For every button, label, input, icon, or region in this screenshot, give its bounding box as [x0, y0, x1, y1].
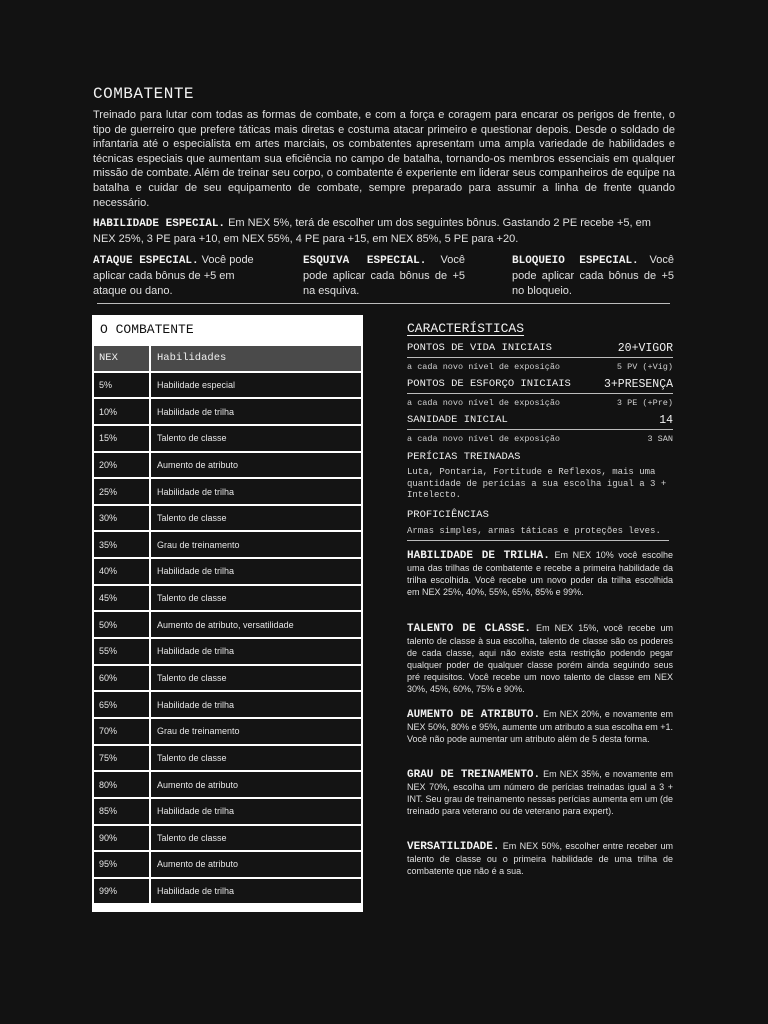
feature-text: Em NEX 35%, e novamente em NEX 70%, escolha um número de perícias treinadas igual a 3 + INT. Seu grau de treinamento nessas perícias aumenta em um (de treinado para veterano ou de veterano para expert).: [407, 769, 673, 816]
feature-training-degree: [407, 768, 673, 817]
stat-sub-label: a cada novo nível de exposição: [407, 434, 561, 444]
table-header-abilities: Habilidades: [151, 346, 361, 371]
stat-value: 3+PRESENÇA: [603, 378, 673, 391]
feature-label: GRAU DE TREINAMENTO.: [407, 769, 541, 781]
section-divider: [97, 303, 670, 304]
feature-class-talent: [407, 622, 673, 695]
table-header-row: [94, 346, 361, 373]
trained-skills-text: Luta, Pontaria, Fortitude e Reflexos, mais uma quantidade de perícias a sua escolha igual a 3 + Intelecto.: [407, 467, 667, 500]
table-row: [94, 586, 361, 613]
nex-cell: 60%: [94, 666, 149, 691]
nex-cell: 30%: [94, 506, 149, 531]
ability-cell: Habilidade de trilha: [151, 399, 361, 424]
table-row: [94, 453, 361, 480]
ability-cell: Aumento de atributo: [151, 772, 361, 797]
nex-cell: 35%: [94, 532, 149, 557]
table-row: [94, 879, 361, 906]
special-ability-paragraph: [93, 216, 675, 247]
nex-cell: 70%: [94, 719, 149, 744]
nex-cell: 75%: [94, 746, 149, 771]
feature-text: Em NEX 15%, você recebe um talento de classe à sua escolha, talento de classe são os poderes de cada classe, aqui não existe esta restrição podendo pegar qualquer poder de qualquer classe porém ainda seguindo seus pré requisitos. Você recebe um novo talento de classe em NEX 30%, 45%, 60%, 75% e 90%.: [407, 623, 673, 694]
nex-cell: 25%: [94, 479, 149, 504]
trained-skills-label: PERÍCIAS TREINADAS: [407, 451, 521, 463]
ability-cell: Aumento de atributo: [151, 453, 361, 478]
table-row: [94, 639, 361, 666]
table-row: [94, 666, 361, 693]
table-row: [94, 506, 361, 533]
bonus-block-label: BLOQUEIO ESPECIAL.: [512, 255, 639, 267]
bonus-block-text: Você pode aplicar cada bônus de +5 no bloqueio.: [512, 254, 674, 297]
nex-cell: 90%: [94, 826, 149, 851]
table-body: [94, 346, 361, 905]
nex-cell: 45%: [94, 586, 149, 611]
table-row: [94, 852, 361, 879]
feature-text: Em NEX 20%, e novamente em NEX 50%, 80% e 95%, aumente um atributo a sua escolha em +1. Você não pode aumentar um atributo além de 5 desta forma.: [407, 709, 673, 744]
stat-value: 14: [659, 414, 673, 427]
bonus-attack: [93, 253, 255, 299]
ability-cell: Talento de classe: [151, 586, 361, 611]
nex-cell: 40%: [94, 559, 149, 584]
nex-cell: 65%: [94, 692, 149, 717]
characteristics-title: CARACTERÍSTICAS: [407, 321, 525, 336]
ability-cell: Talento de classe: [151, 826, 361, 851]
bonus-attack-label: ATAQUE ESPECIAL.: [93, 255, 199, 267]
bonus-dodge: [303, 253, 465, 299]
ability-cell: Habilidade de trilha: [151, 799, 361, 824]
stat-value: 20+VIGOR: [617, 342, 673, 355]
table-row: [94, 772, 361, 799]
bonus-block: [512, 253, 674, 299]
feature-text: Em NEX 10% você escolhe uma das trilhas de combatente e recebe a primeira habilidade da trilha escolhida. Você recebe um novo poder da trilha escolhida em NEX 25%, 40%, 55%, 65%, 85% e 99%.: [407, 550, 673, 597]
table-row: [94, 559, 361, 586]
stat-sub-value: 3 PE (+Pre): [616, 398, 673, 408]
special-ability-label: HABILIDADE ESPECIAL.: [93, 218, 226, 230]
table-row: [94, 399, 361, 426]
stat-label: SANIDADE INICIAL: [407, 414, 508, 426]
progression-table: [92, 315, 363, 912]
table-title: O COMBATENTE: [100, 322, 194, 337]
ability-cell: Habilidade de trilha: [151, 559, 361, 584]
table-row: [94, 373, 361, 400]
table-row: [94, 719, 361, 746]
table-row: [94, 479, 361, 506]
ability-cell: Habilidade de trilha: [151, 479, 361, 504]
feature-label: TALENTO DE CLASSE.: [407, 623, 531, 635]
nex-cell: 95%: [94, 852, 149, 877]
ability-cell: Talento de classe: [151, 746, 361, 771]
feature-trail-ability: [407, 549, 673, 598]
table-row: [94, 692, 361, 719]
ability-cell: Habilidade de trilha: [151, 639, 361, 664]
ability-cell: Grau de treinamento: [151, 719, 361, 744]
nex-cell: 20%: [94, 453, 149, 478]
proficiencies-label: PROFICIÊNCIAS: [407, 509, 489, 521]
nex-cell: 15%: [94, 426, 149, 451]
ability-cell: Aumento de atributo, versatilidade: [151, 612, 361, 637]
stat-sub-label: a cada novo nível de exposição: [407, 362, 561, 372]
feature-versatility: [407, 840, 673, 877]
feature-label: HABILIDADE DE TRILHA.: [407, 550, 550, 562]
stat-sub-value: 3 SAN: [647, 434, 673, 444]
stat-effort-points: [407, 378, 673, 408]
nex-cell: 50%: [94, 612, 149, 637]
proficiencies-text: Armas simples, armas táticas e proteções leves.: [407, 526, 669, 541]
table-row: [94, 799, 361, 826]
ability-cell: Aumento de atributo: [151, 852, 361, 877]
feature-text: Em NEX 50%, escolher entre receber um talento de classe ou o primeira habilidade de uma trilha de combatente que não é a sua.: [407, 841, 673, 876]
stat-sub-label: a cada novo nível de exposição: [407, 398, 561, 408]
page-title: COMBATENTE: [93, 85, 195, 103]
ability-cell: Talento de classe: [151, 426, 361, 451]
stat-sub-value: 5 PV (+Vig): [616, 362, 673, 372]
ability-cell: Talento de classe: [151, 506, 361, 531]
intro-paragraph: Treinado para lutar com todas as formas de combate, e com a força e coragem para encarar os perigos de frente, o tipo de guerreiro que prefere táticas mais diretas e costuma atacar primeiro e questionar depois. Desde o soldado de infantaria até o especialista em artes marciais, os combatentes apresentam uma ampla variedade de habilidades e técnicas especiais que aumentam sua eficiência no campo de batalha, tornando-os membros essenciais em qualquer missão de combate. Além de treinar seu corpo, o combatente é experiente em liderar seus companheiros de equipe na batalha e cuidar de seu equipamento de combate, sempre preparado para assumir a linha de frente quando necessário.: [93, 109, 675, 209]
nex-cell: 10%: [94, 399, 149, 424]
nex-cell: 99%: [94, 879, 149, 904]
table-row: [94, 532, 361, 559]
feature-attribute-increase: [407, 708, 673, 745]
stat-sanity: [407, 414, 673, 444]
ability-cell: Grau de treinamento: [151, 532, 361, 557]
ability-cell: Habilidade de trilha: [151, 879, 361, 904]
feature-label: AUMENTO DE ATRIBUTO.: [407, 709, 541, 721]
table-row: [94, 826, 361, 853]
stat-label: PONTOS DE ESFORÇO INICIAIS: [407, 378, 571, 390]
nex-cell: 5%: [94, 373, 149, 398]
table-header-nex: NEX: [94, 346, 149, 371]
ability-cell: Habilidade especial: [151, 373, 361, 398]
ability-cell: Habilidade de trilha: [151, 692, 361, 717]
table-row: [94, 426, 361, 453]
special-ability-text: Em NEX 5%, terá de escolher um dos seguintes bônus. Gastando 2 PE recebe +5, em NEX 25%, 3 PE para +10, em NEX 55%, 4 PE para +15, em NEX 85%, 5 PE para +20.: [93, 217, 651, 245]
bonus-attack-text: Você pode aplicar cada bônus de +5 em ataque ou dano.: [93, 254, 254, 297]
table-row: [94, 746, 361, 773]
stat-label: PONTOS DE VIDA INICIAIS: [407, 342, 552, 354]
feature-label: VERSATILIDADE.: [407, 841, 500, 853]
bonus-dodge-label: ESQUIVA ESPECIAL.: [303, 255, 427, 267]
ability-cell: Talento de classe: [151, 666, 361, 691]
nex-cell: 85%: [94, 799, 149, 824]
nex-cell: 80%: [94, 772, 149, 797]
bonus-dodge-text: Você pode aplicar cada bônus de +5 na esquiva.: [303, 254, 465, 297]
table-row: [94, 612, 361, 639]
stat-hit-points: [407, 342, 673, 372]
nex-cell: 55%: [94, 639, 149, 664]
